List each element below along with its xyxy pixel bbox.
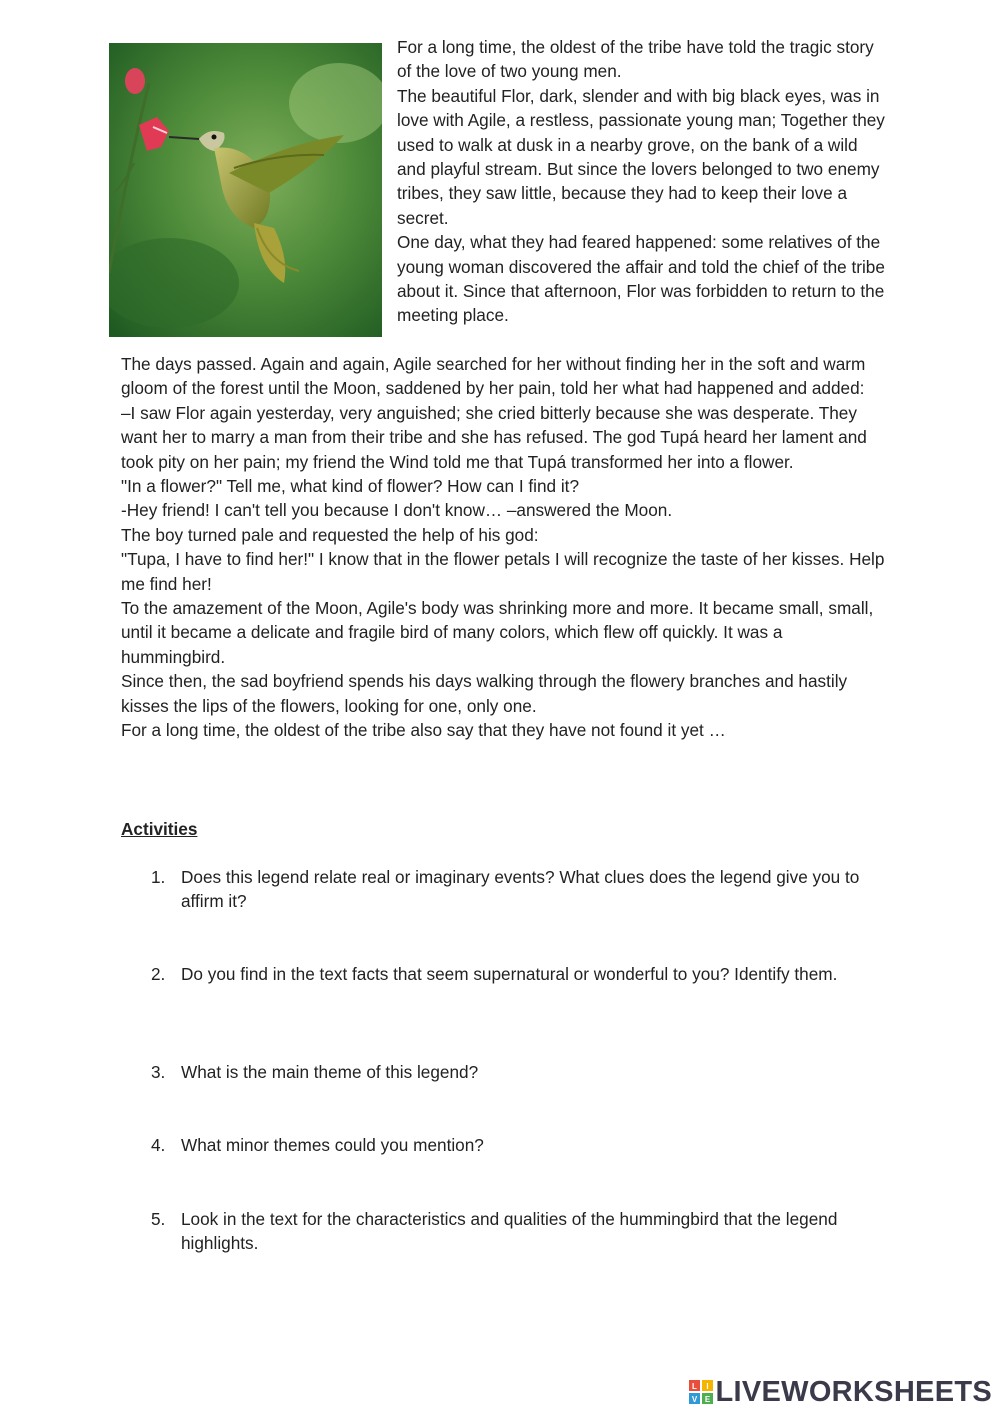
hummingbird-image [109, 43, 382, 337]
question-number: 4. [151, 1135, 166, 1155]
story-paragraph: –I saw Flor again yesterday, very anguished; she cried bitterly because she was desperate. They want her to marry a man from their tribe and she has refused. The god Tupá heard her lament and took pity on her pain; my friend the Wind told me that Tupá transformed her into a flower. [121, 402, 867, 472]
activity-question-1 [151, 865, 871, 914]
logo-text: LIVEWORKSHEETS [715, 1376, 992, 1408]
question-text: Look in the text for the characteristics and qualities of the hummingbird that the legend highlights. [181, 1209, 838, 1254]
question-number: 2. [151, 964, 166, 984]
story-paragraph: The boy turned pale and requested the help of his god: [121, 524, 539, 545]
story-paragraph: The days passed. Again and again, Agile searched for her without finding her in the soft and warm gloom of the forest until the Moon, saddened by her pain, told her what had happened and added: [121, 354, 866, 399]
liveworksheets-logo-icon [689, 1380, 713, 1404]
svg-text:L: L [691, 1382, 697, 1391]
question-text: What minor themes could you mention? [181, 1135, 484, 1155]
svg-text:E: E [704, 1395, 710, 1404]
svg-text:I: I [705, 1382, 709, 1391]
story-paragraph: Since then, the sad boyfriend spends his days walking through the flowery branches and hastily kisses the lips of the flowers, looking for one, only one. [121, 671, 848, 716]
question-number: 1. [151, 867, 166, 887]
activity-question-4 [151, 1133, 871, 1157]
story-paragraph: "In a flower?" Tell me, what kind of flower? How can I find it? [121, 476, 580, 497]
svg-text:V: V [691, 1395, 697, 1404]
question-text: Do you find in the text facts that seem supernatural or wonderful to you? Identify them. [181, 964, 838, 984]
activity-question-3 [151, 1060, 871, 1084]
intro-paragraph: For a long time, the oldest of the tribe have told the tragic story of the love of two young men. [397, 37, 874, 82]
story-paragraph: For a long time, the oldest of the tribe also say that they have not found it yet … [121, 720, 726, 741]
activity-question-5 [151, 1207, 871, 1256]
story-paragraph: "Tupa, I have to find her!" I know that in the flower petals I will recognize the taste of her kisses. Help me find her! [121, 549, 885, 594]
story-text [121, 352, 891, 743]
intro-paragraph: One day, what they had feared happened: some relatives of the young woman discovered the affair and told the chief of the tribe about it. Since that afternoon, Flor was forbidden to return to the meeting place. [397, 232, 885, 326]
activities-heading: Activities [121, 819, 198, 839]
intro-text [397, 35, 887, 328]
story-paragraph: To the amazement of the Moon, Agile's body was shrinking more and more. It became small, small, until it became a delicate and fragile bird of many colors, which flew off quickly. It was a hummingbird. [121, 598, 874, 667]
question-text: What is the main theme of this legend? [181, 1062, 479, 1082]
story-paragraph: -Hey friend! I can't tell you because I don't know… –answered the Moon. [121, 500, 673, 521]
intro-paragraph: The beautiful Flor, dark, slender and with big black eyes, was in love with Agile, a restless, passionate young man; Together they used to walk at dusk in a nearby grove, on the bank of a wild and playful stream. But since the lovers belonged to two enemy tribes, they saw little, because they had to keep their love a secret. [397, 85, 885, 228]
question-number: 5. [151, 1209, 166, 1229]
liveworksheets-logo[interactable] [689, 1376, 993, 1408]
question-text: Does this legend relate real or imaginary events? What clues does the legend give you to affirm it? [181, 867, 860, 912]
activity-question-2 [151, 962, 871, 986]
question-number: 3. [151, 1062, 166, 1082]
